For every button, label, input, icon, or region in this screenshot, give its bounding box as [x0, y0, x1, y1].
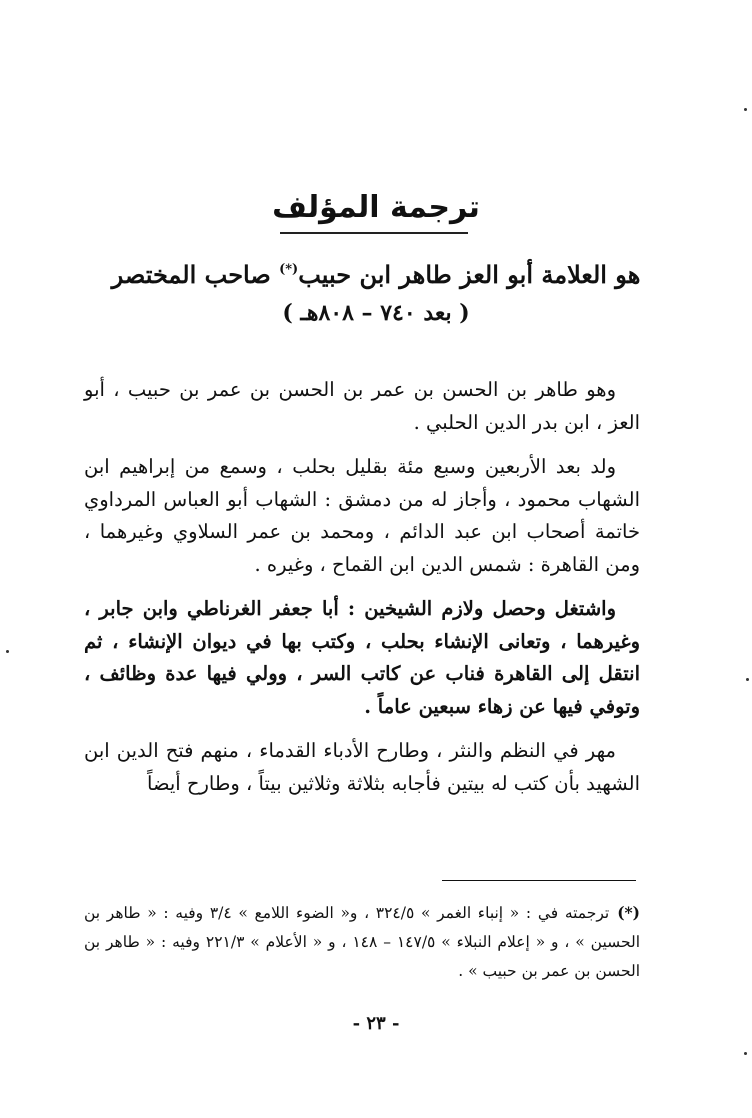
scan-speck [6, 650, 9, 653]
footnote-text: ترجمته في : « إنباء الغمر » ٣٢٤/٥ ، و« الضوء اللامع » ٣/٤ وفيه : « طاهر بن الحسين » ، و « إعلام النبلاء » ١٤٧/٥ – ١٤٨ ، و « الأعلام » ٢٢١/٣ وفيه : « طاهر بن الحسن بن عمر بن حبيب » . [84, 904, 640, 980]
paragraph-career: واشتغل وحصل ولازم الشيخين : أبا جعفر الغرناطي وابن جابر ، وغيرهما ، وتعانى الإنشاء بحلب ، وكتب بها في ديوان الإنشاء ، ثم انتقل إلى القاهرة فناب عن كاتب السر ، وولي فيها عدة وظائف ، وتوفي فيها عن زهاء سبعين عاماً . [84, 597, 640, 718]
scan-speck [746, 678, 749, 681]
paragraph-literature: مهر في النظم والنثر ، وطارح الأدباء القدماء ، منهم فتح الدين ابن الشهيد بأن كتب له بيتين فأجابه بثلاثة وثلاثين بيتاً ، وطارح أيضاً [84, 739, 640, 795]
biography-text [84, 374, 640, 812]
footnote [84, 898, 640, 986]
title-underline [280, 232, 468, 234]
author-description: صاحب المختصر [111, 260, 271, 289]
author-dates: ( بعد ٧٤٠ – ٨٠٨هـ ) [282, 300, 470, 326]
paragraph-birth: ولد بعد الأربعين وسبع مئة بقليل بحلب ، وسمع من إبراهيم ابن الشهاب محمود ، وأجاز له من دمشق : الشهاب أبو العباس المرداوي خاتمة أصحاب ابن عبد الدائم ، ومحمد بن عمر السلاوي وغيرهما ، ومن القاهرة : شمس الدين ابن القماح ، وغيره . [84, 455, 640, 576]
author-name-line [60, 254, 692, 291]
author-name: هو العلامة أبو العز طاهر ابن حبيب [298, 260, 641, 289]
scan-speck [744, 108, 747, 111]
page-title: ترجمة المؤلف [272, 190, 480, 225]
footnote-reference: (*) [279, 262, 299, 277]
footnote-separator [442, 880, 636, 881]
paragraph-lineage: وهو طاهر بن الحسن بن عمر بن الحسن بن عمر بن حبيب ، أبو العز ، ابن بدر الدين الحلبي . [84, 378, 640, 434]
scan-speck [744, 1052, 747, 1055]
footnote-marker: (*) [617, 903, 640, 922]
page-number: - ٢٣ - [352, 1013, 400, 1034]
